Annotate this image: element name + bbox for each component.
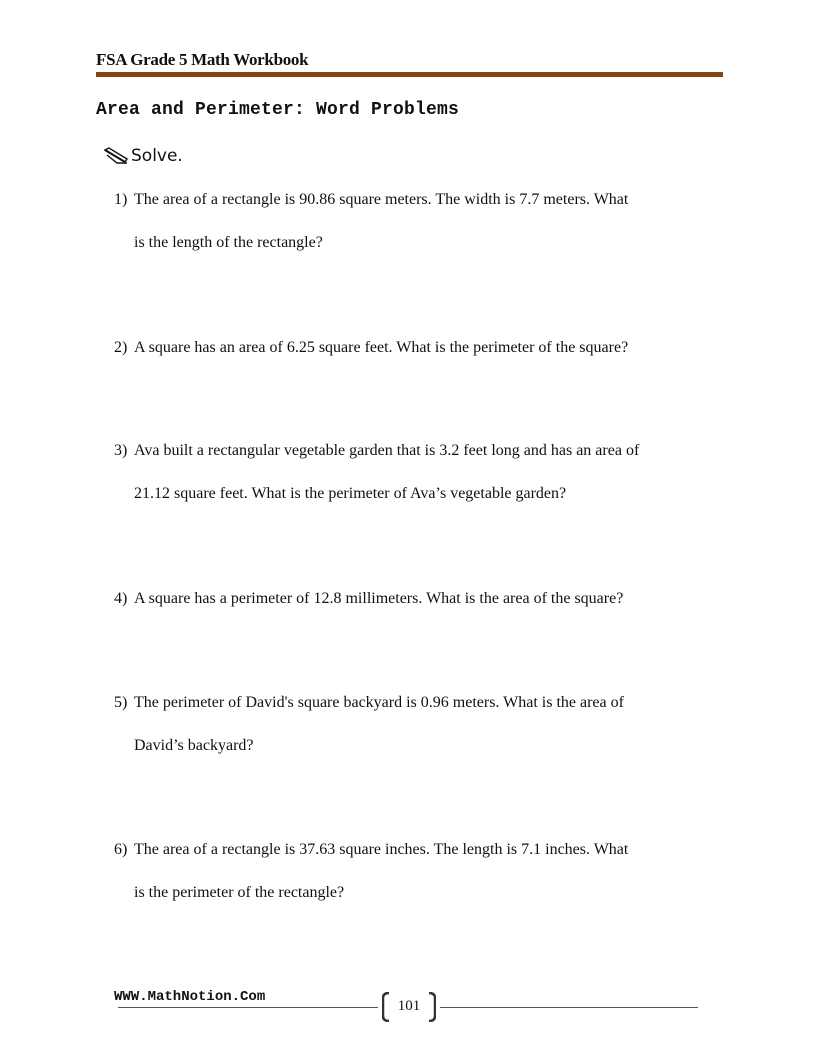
problem-number: 6) (114, 841, 128, 858)
problem-text-line: 21.12 square feet. What is the perimeter of Ava’s vegetable garden? (134, 485, 567, 502)
problem-text-line: The perimeter of David's square backyard is 0.96 meters. What is the area of (134, 694, 624, 711)
page-number (382, 992, 436, 1022)
problem-number: 1) (114, 191, 128, 208)
problem-text-line: is the perimeter of the rectangle? (134, 884, 345, 901)
problem-text-line: The area of a rectangle is 90.86 square meters. The width is 7.7 meters. What (134, 191, 629, 208)
problem-number: 5) (114, 694, 128, 711)
header-title: FSA Grade 5 Math Workbook (96, 50, 309, 69)
problem-text-line: is the length of the rectangle? (134, 234, 323, 251)
footer-divider-left (118, 1007, 378, 1008)
instruction-text: Solve. (131, 146, 183, 166)
problem-text-line: A square has a perimeter of 12.8 millimeters. What is the area of the square? (134, 590, 624, 607)
problem-number: 4) (114, 590, 128, 607)
problem-text-line: The area of a rectangle is 37.63 square inches. The length is 7.1 inches. What (134, 841, 629, 858)
problem-text-line: David’s backyard? (134, 737, 254, 754)
problem-text-line: Ava built a rectangular vegetable garden that is 3.2 feet long and has an area of (134, 442, 640, 459)
footer-divider-right (440, 1007, 698, 1008)
header-divider (96, 72, 723, 77)
footer-website: WWW.MathNotion.Com (114, 989, 266, 1005)
pencil-icon (103, 147, 129, 165)
problem-number: 2) (114, 339, 128, 356)
page-number-text: 101 (397, 998, 421, 1014)
instruction (103, 146, 183, 166)
problem-number: 3) (114, 442, 128, 459)
problem-text-line: A square has an area of 6.25 square feet. What is the perimeter of the square? (134, 339, 629, 356)
section-title: Area and Perimeter: Word Problems (96, 100, 460, 120)
